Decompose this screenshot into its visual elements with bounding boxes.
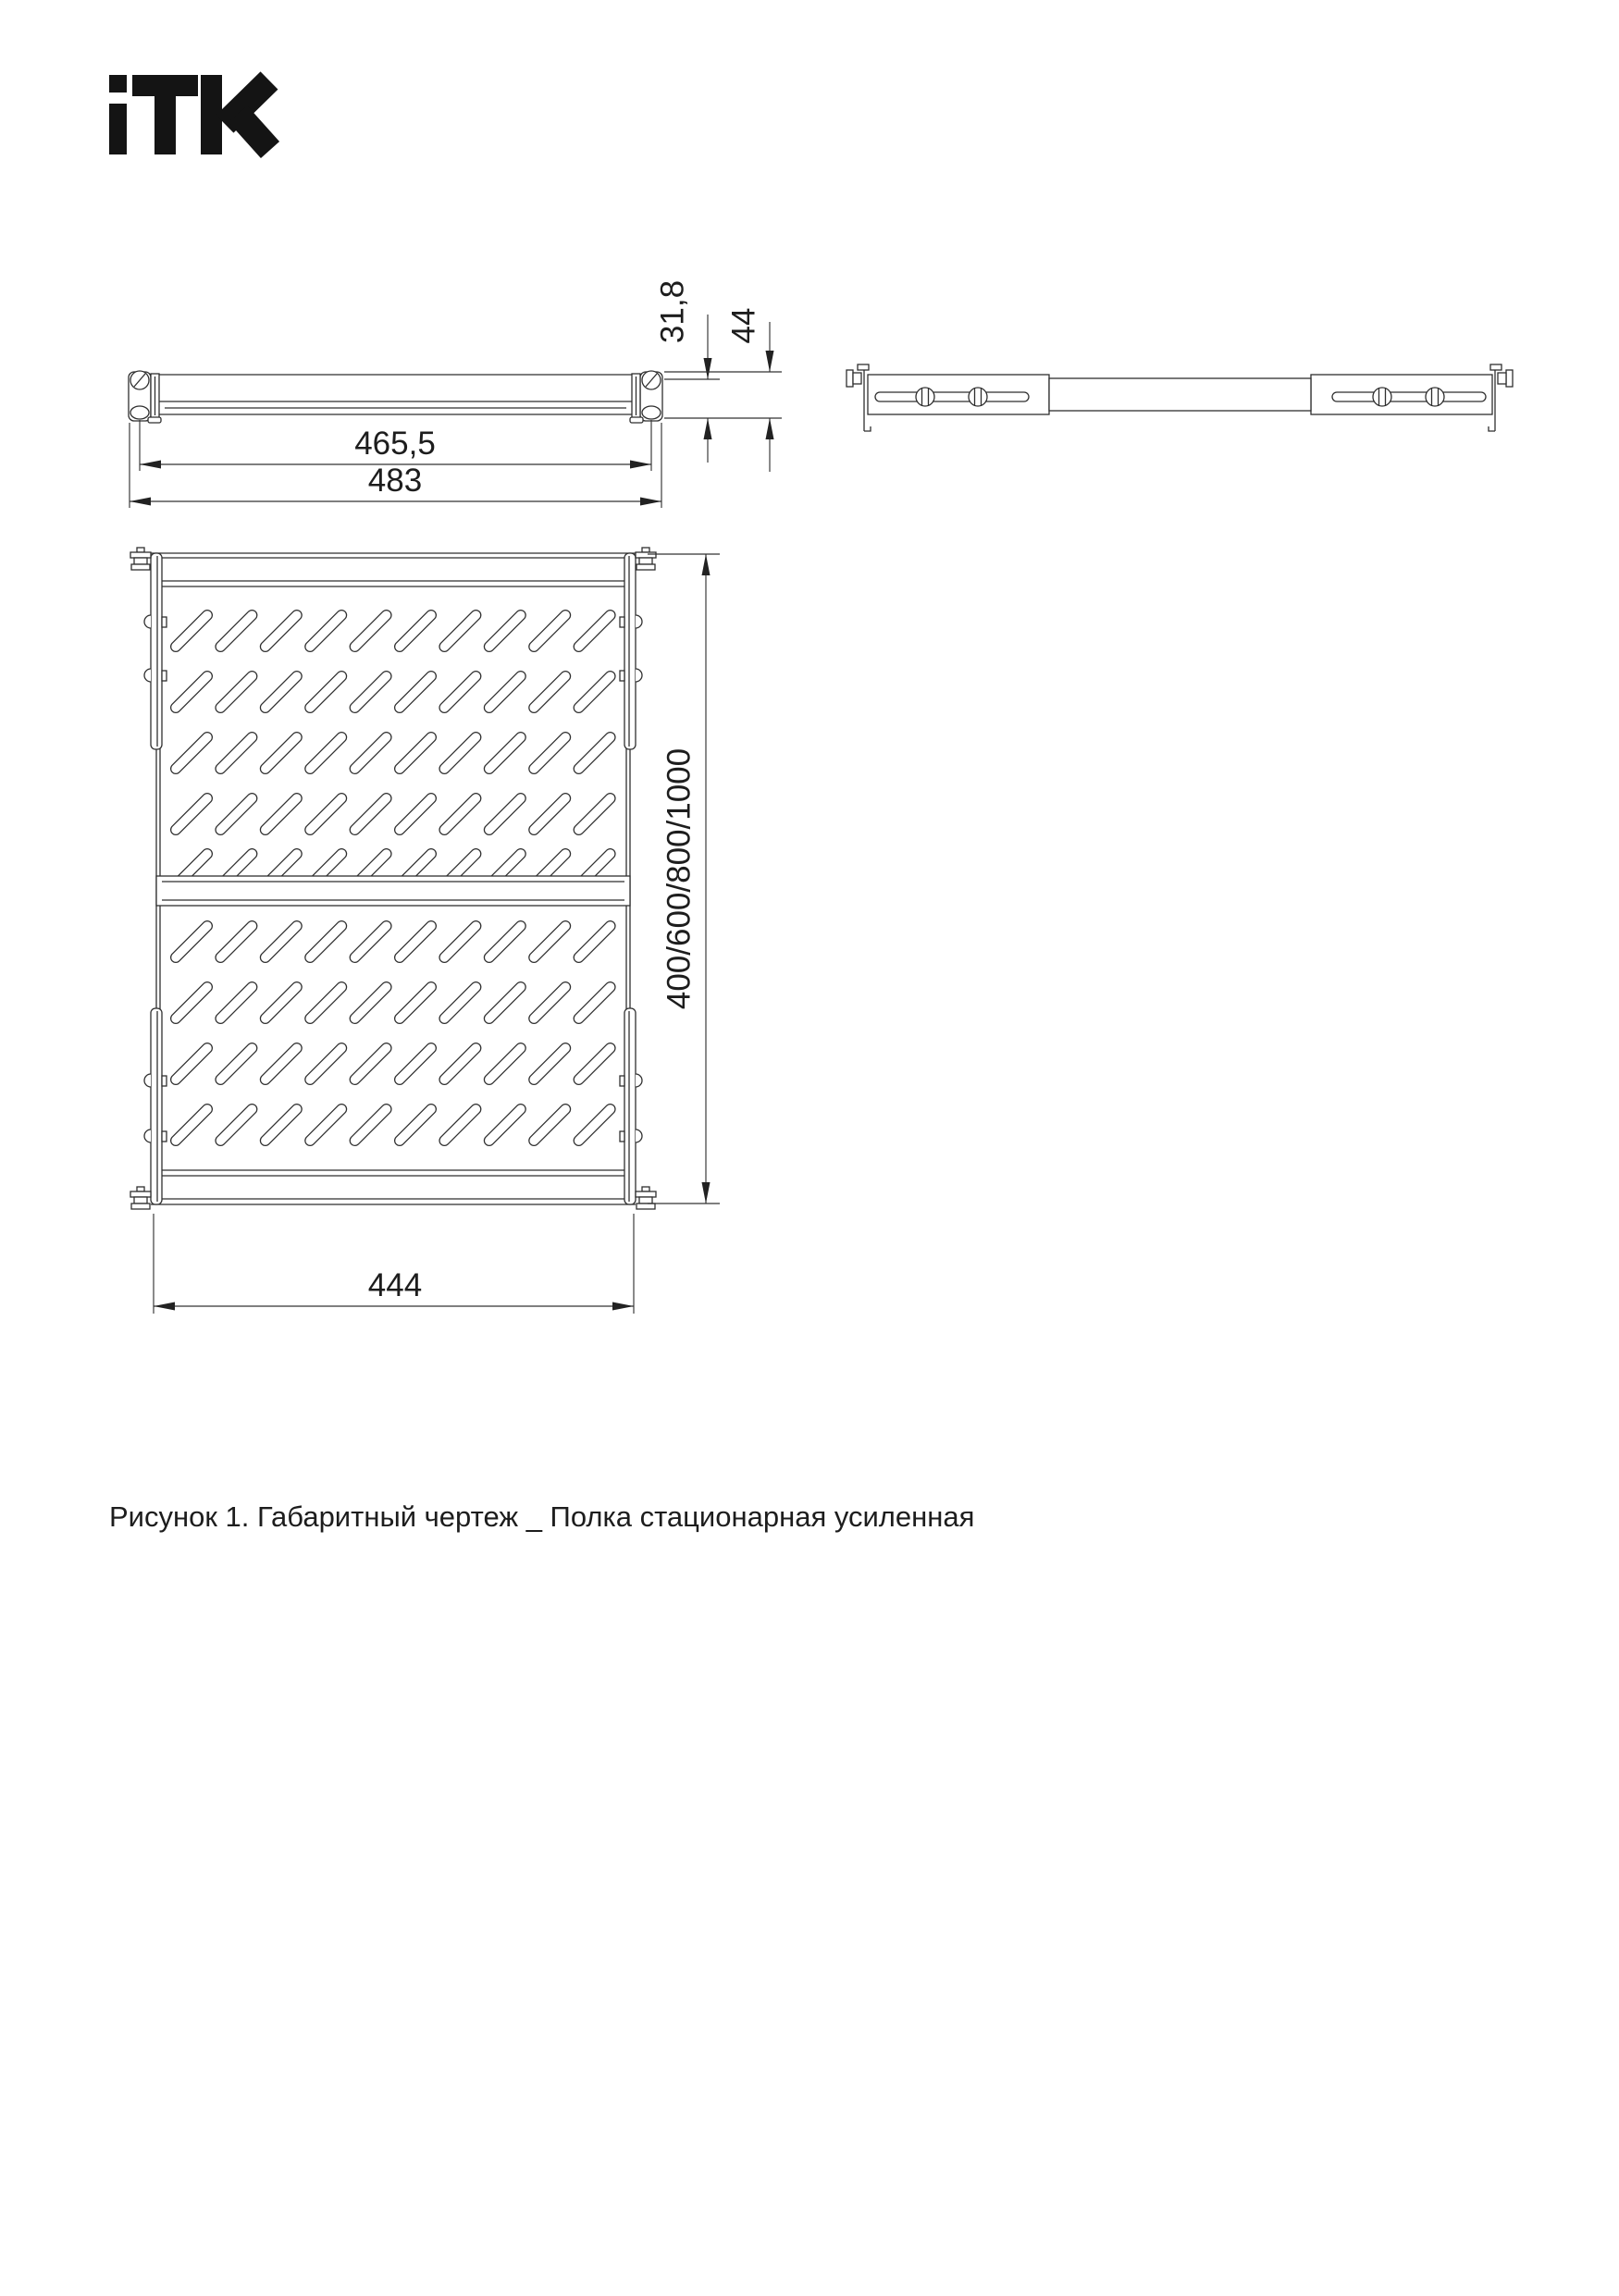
vent-slot — [310, 987, 341, 1018]
vent-slot — [220, 615, 252, 647]
vent-slot — [355, 926, 387, 957]
vent-slot — [355, 737, 387, 769]
bolt-icon — [130, 1191, 151, 1197]
vent-slot — [310, 737, 341, 769]
vent-slot — [266, 676, 297, 708]
logo-k-lower-arm — [238, 114, 270, 150]
vent-slot — [355, 676, 387, 708]
vent-slot — [220, 987, 252, 1018]
vent-slot — [310, 676, 341, 708]
vent-slot — [444, 987, 476, 1018]
figure-caption: Рисунок 1. Габаритный чертеж _ Полка стационарная усиленная — [109, 1500, 975, 1533]
dim-plan-width — [154, 1214, 634, 1314]
vent-slot — [220, 1048, 252, 1080]
side-right-slot — [1332, 392, 1486, 401]
plan-top-band — [151, 553, 636, 586]
vent-slot — [310, 798, 341, 830]
vent-slot — [534, 798, 565, 830]
bolt-icon — [642, 548, 649, 552]
vent-slot — [266, 987, 297, 1018]
side-left-bolt-icon — [847, 364, 869, 387]
vent-slot — [489, 798, 521, 830]
vent-slot — [266, 1048, 297, 1080]
logo-t-bar — [132, 75, 198, 96]
itk-logo — [109, 75, 270, 154]
side-right-bolt-icon — [1490, 364, 1513, 387]
vent-slot — [579, 926, 611, 957]
vent-slot — [579, 676, 611, 708]
vent-slot — [400, 1048, 431, 1080]
vent-slot — [444, 676, 476, 708]
vent-slot — [579, 987, 611, 1018]
vent-slot — [579, 1048, 611, 1080]
vent-slot — [355, 1109, 387, 1141]
vent-slot — [220, 798, 252, 830]
vent-slot — [176, 798, 207, 830]
bolt-icon — [131, 564, 150, 570]
bolt-icon — [130, 552, 151, 558]
vent-slot — [220, 737, 252, 769]
vent-slot — [579, 1109, 611, 1141]
vent-slot — [400, 1109, 431, 1141]
vent-slot — [400, 987, 431, 1018]
vent-slot — [355, 798, 387, 830]
dim-label-outer-width: 483 — [367, 463, 423, 499]
vent-slot — [220, 676, 252, 708]
logo-i-dot — [109, 75, 127, 93]
side-left-slot — [875, 392, 1029, 401]
vent-slot — [534, 676, 565, 708]
front-right-oval-hole — [642, 406, 661, 419]
bolt-icon — [639, 1197, 652, 1204]
vent-slot — [176, 615, 207, 647]
vent-slot — [400, 615, 431, 647]
vent-slot — [400, 737, 431, 769]
vent-slot — [355, 987, 387, 1018]
vent-slot — [534, 1048, 565, 1080]
vent-slot — [310, 1109, 341, 1141]
vent-slot — [534, 737, 565, 769]
vent-slot — [220, 1109, 252, 1141]
vent-slot — [579, 615, 611, 647]
dim-label-plan-width: 444 — [367, 1267, 423, 1303]
vent-slot — [176, 987, 207, 1018]
vent-slot — [444, 615, 476, 647]
vent-slot — [489, 737, 521, 769]
dim-label-inner-width: 465,5 — [354, 426, 436, 462]
vent-slot — [400, 676, 431, 708]
vent-slot — [489, 987, 521, 1018]
bolt-icon — [639, 558, 652, 564]
side-middle-section — [1049, 378, 1311, 411]
bolt-icon — [636, 1191, 656, 1197]
vent-slot — [444, 926, 476, 957]
vent-slot — [579, 798, 611, 830]
vent-slot — [444, 1109, 476, 1141]
plan-bottom-band — [151, 1170, 636, 1204]
vent-slot — [176, 737, 207, 769]
vent-slot — [310, 615, 341, 647]
vent-slot — [534, 615, 565, 647]
vent-slot — [534, 926, 565, 957]
vent-slot — [266, 798, 297, 830]
vent-slot — [489, 615, 521, 647]
front-bar — [159, 375, 632, 414]
vent-slot — [355, 1048, 387, 1080]
bolt-icon — [131, 1204, 150, 1209]
vent-slot — [400, 926, 431, 957]
bolt-icon — [134, 1197, 147, 1204]
vent-slot — [266, 737, 297, 769]
vent-slot — [310, 926, 341, 957]
bolt-icon — [636, 552, 656, 558]
vent-slot — [176, 926, 207, 957]
vent-slot — [220, 926, 252, 957]
vent-slot — [444, 798, 476, 830]
vent-slot — [534, 1109, 565, 1141]
vent-slot — [176, 1109, 207, 1141]
vent-slot — [176, 1048, 207, 1080]
vent-slot — [579, 737, 611, 769]
vent-slot — [444, 1048, 476, 1080]
vent-slot — [444, 737, 476, 769]
bolt-icon — [137, 548, 144, 552]
vent-slot — [310, 1048, 341, 1080]
dim-label-hole-spacing: 31,8 — [654, 279, 691, 344]
bolt-icon — [636, 1204, 655, 1209]
dim-plan-depth — [648, 554, 720, 1204]
bolt-icon — [642, 1187, 649, 1191]
vent-slot — [266, 926, 297, 957]
dim-label-panel-height: 44 — [725, 307, 762, 344]
vent-slot — [355, 615, 387, 647]
vent-slot — [400, 798, 431, 830]
plan-divider — [156, 876, 630, 906]
vent-slot — [489, 1048, 521, 1080]
bolt-icon — [137, 1187, 144, 1191]
vent-slot — [534, 987, 565, 1018]
front-view — [129, 280, 782, 508]
vent-slot — [176, 676, 207, 708]
vent-slot — [489, 1109, 521, 1141]
vent-slot — [489, 926, 521, 957]
vent-slot — [266, 615, 297, 647]
front-left-oval-hole — [130, 406, 149, 419]
side-view — [847, 364, 1513, 431]
logo-i-stem — [109, 104, 127, 154]
bolt-icon — [134, 558, 147, 564]
vent-slot — [266, 1109, 297, 1141]
logo-t-stem — [154, 96, 176, 154]
plan-view — [130, 548, 720, 1314]
vent-slot — [489, 676, 521, 708]
bolt-icon — [636, 564, 655, 570]
dim-label-plan-depth: 400/600/800/1000 — [661, 747, 698, 1010]
